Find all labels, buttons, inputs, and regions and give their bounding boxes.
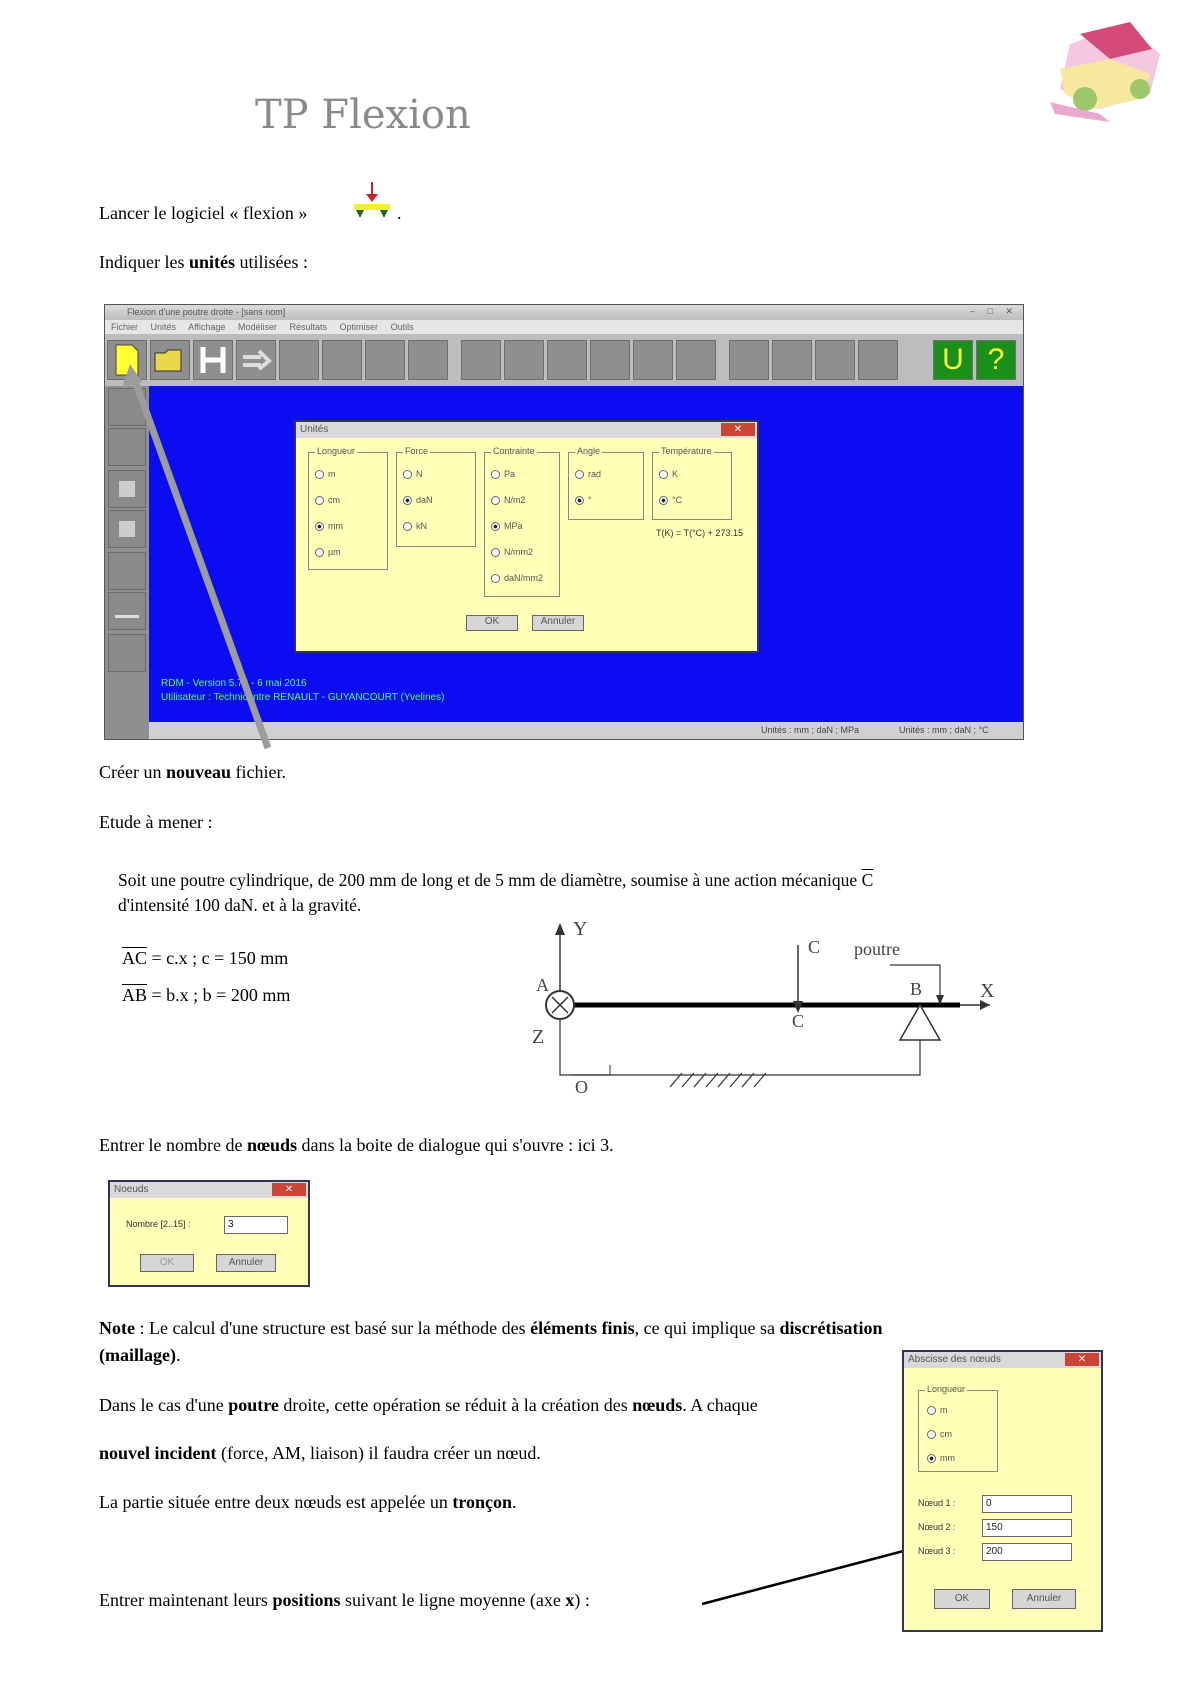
ok-button[interactable]: OK (466, 615, 518, 631)
toolbar-slot[interactable] (408, 340, 448, 380)
beam-diagram (510, 915, 1010, 1110)
menu-file[interactable]: Fichier (111, 322, 139, 332)
abscissa-dialog (902, 1350, 1103, 1632)
radio-danmm2[interactable]: daN/mm2 (491, 573, 543, 583)
pointer-arrow (120, 360, 300, 760)
label-y: Y (573, 918, 588, 940)
version-info: RDM - Version 5.76 - 6 mai 2016 (161, 678, 307, 689)
nodes-dialog-titlebar: Noeuds ✕ (110, 1182, 308, 1198)
radio-k[interactable]: K (659, 469, 678, 479)
radio-cm[interactable]: cm (927, 1429, 952, 1439)
radio-m[interactable]: m (315, 469, 336, 479)
label-b: B (910, 979, 923, 999)
units-dialog-title: Unités (300, 424, 329, 435)
maximize-button[interactable]: □ (987, 306, 993, 316)
menu-results[interactable]: Résultats (289, 322, 328, 332)
radio-c[interactable]: °C (659, 495, 682, 505)
user-info: Utilisateur : Technicentre RENAULT - GUYANCOURT (Yvelines) (161, 692, 445, 703)
temperature-note: T(K) = T(°C) + 273.15 (656, 528, 743, 538)
radio-kn[interactable]: kN (403, 521, 427, 531)
cancel-button[interactable]: Annuler (1012, 1589, 1076, 1609)
label-a: A (536, 975, 549, 995)
node-3-label: Nœud 3 : (918, 1546, 956, 1556)
ok-button[interactable]: OK (934, 1589, 990, 1609)
nodes-count-label: Nombre [2..15] : (126, 1219, 191, 1229)
radio-nm2[interactable]: N/m2 (491, 495, 526, 505)
toolbar-slot[interactable] (547, 340, 587, 380)
minimize-button[interactable]: – (969, 306, 975, 316)
radio-nmm2[interactable]: N/mm2 (491, 547, 533, 557)
help-button[interactable] (976, 340, 1016, 380)
menu-display[interactable]: Affichage (188, 322, 226, 332)
close-icon[interactable]: ✕ (721, 423, 755, 436)
equation-ac: $\overline{AC} = c.x$ ; c = 150 mm (122, 948, 289, 968)
section-paragraph: La partie située entre deux nœuds est appelée un tronçon. (99, 1492, 517, 1512)
nodes-dialog (108, 1180, 310, 1287)
note-paragraph-end: (maillage). (99, 1345, 181, 1365)
units-dialog-titlebar (296, 422, 757, 438)
menu-optimize[interactable]: Optimiser (339, 322, 379, 332)
label-force: C (808, 937, 821, 957)
radio-mm[interactable]: mm (927, 1453, 955, 1463)
force-group: Force N daN kN (396, 452, 476, 547)
toolbar-slot[interactable] (815, 340, 855, 380)
toolbar-slot[interactable] (504, 340, 544, 380)
radio-mm[interactable]: mm (315, 521, 343, 531)
radio-dan[interactable]: daN (403, 495, 433, 505)
toolbar-slot[interactable] (365, 340, 405, 380)
u-icon: U (942, 343, 964, 376)
positions-paragraph: Entrer maintenant leurs positions suivant le ligne moyenne (axe x) : (99, 1590, 590, 1610)
beam-paragraph: Dans le cas d'une poutre droite, cette opération se réduit à la création des nœuds. A chaque (99, 1395, 758, 1415)
launch-instruction: Lancer le logiciel « flexion » (99, 203, 308, 223)
study-instruction: Etude à mener : (99, 812, 213, 832)
window-titlebar (105, 305, 1023, 320)
node-2-label: Nœud 2 : (918, 1522, 956, 1532)
abscissa-length-group: Longueur m cm mm (918, 1390, 998, 1472)
cancel-button[interactable]: Annuler (532, 615, 584, 631)
node-1-label: Nœud 1 : (918, 1498, 956, 1508)
radio-n[interactable]: N (403, 469, 423, 479)
vector-c: $\overline{C}$ (861, 870, 874, 890)
menu-model[interactable]: Modéliser (237, 322, 277, 332)
node-3-input[interactable]: 200 (982, 1543, 1072, 1561)
toolbar-slot[interactable] (590, 340, 630, 380)
radio-rad[interactable]: rad (575, 469, 601, 479)
toolbar-slot[interactable] (461, 340, 501, 380)
toolbar-slot[interactable] (633, 340, 673, 380)
units-dialog (294, 420, 759, 653)
radio-cm[interactable]: cm (315, 495, 340, 505)
toolbar-slot[interactable] (858, 340, 898, 380)
page-title: TP Flexion (255, 92, 471, 138)
length-group: Longueur m cm mm µm (308, 452, 388, 570)
abscissa-dialog-titlebar: Abscisse des nœuds ✕ (904, 1352, 1101, 1368)
close-button[interactable]: ✕ (1005, 306, 1013, 316)
label-z: Z (532, 1026, 545, 1048)
menu-bar (105, 320, 1023, 334)
beam-paragraph-2: nouvel incident (force, AM, liaison) il faudra créer un nœud. (99, 1443, 541, 1463)
menu-tools[interactable]: Outils (390, 322, 414, 332)
node-2-input[interactable]: 150 (982, 1519, 1072, 1537)
study-line-1: Soit une poutre cylindrique, de 200 mm de long et de 5 mm de diamètre, soumise à une action mécanique $\overline{C}$ (118, 870, 874, 890)
toolbar-slot[interactable] (729, 340, 769, 380)
radio-m[interactable]: m (927, 1405, 948, 1415)
ok-button[interactable]: OK (140, 1254, 194, 1272)
radio-deg[interactable]: ° (575, 495, 592, 505)
study-line-2: d'intensité 100 daN. et à la gravité. (118, 895, 362, 915)
create-file-instruction: Créer un nouveau fichier. (99, 762, 286, 782)
nodes-count-input[interactable]: 3 (224, 1216, 288, 1234)
menu-units[interactable]: Unités (150, 322, 177, 332)
toolbar-slot[interactable] (676, 340, 716, 380)
pointer-arrow-2 (700, 1530, 930, 1610)
close-icon[interactable]: ✕ (272, 1183, 306, 1196)
nodes-instruction: Entrer le nombre de nœuds dans la boite de dialogue qui s'ouvre : ici 3. (99, 1135, 614, 1155)
stress-group: Contrainte Pa N/m2 MPa N/mm2 daN/mm2 (484, 452, 560, 597)
angle-group: Angle rad ° (568, 452, 644, 520)
flexion-software-icon (350, 180, 394, 220)
radio-um[interactable]: µm (315, 547, 341, 557)
radio-mpa[interactable]: MPa (491, 521, 523, 531)
toolbar-slot[interactable] (772, 340, 812, 380)
note-paragraph: Note : Le calcul d'une structure est basé sur la méthode des éléments finis, ce qui implique sa discrétisation (99, 1318, 883, 1338)
close-icon[interactable]: ✕ (1065, 1353, 1099, 1366)
temperature-group: Température K °C (652, 452, 732, 520)
label-o: O (575, 1077, 588, 1097)
label-x: X (980, 980, 995, 1002)
window-title: Flexion d'une poutre droite - [sans nom] (127, 307, 286, 317)
cancel-button[interactable]: Annuler (216, 1254, 276, 1272)
launch-instruction-end: . (397, 203, 402, 223)
toolbar-slot[interactable] (322, 340, 362, 380)
car-structure-icon (1040, 14, 1170, 129)
status-right: Unités : mm ; daN ; °C (899, 725, 989, 735)
node-1-input[interactable]: 0 (982, 1495, 1072, 1513)
units-instruction: Indiquer les unités utilisées : (99, 252, 308, 272)
question-icon: ? (987, 343, 1005, 376)
equation-ab: $\overline{AB} = b.x$ ; b = 200 mm (122, 985, 291, 1005)
status-left: Unités : mm ; daN ; MPa (761, 725, 860, 735)
units-help-button[interactable] (933, 340, 973, 380)
label-poutre: poutre (854, 939, 900, 959)
radio-pa[interactable]: Pa (491, 469, 515, 479)
label-c: C (792, 1011, 805, 1031)
